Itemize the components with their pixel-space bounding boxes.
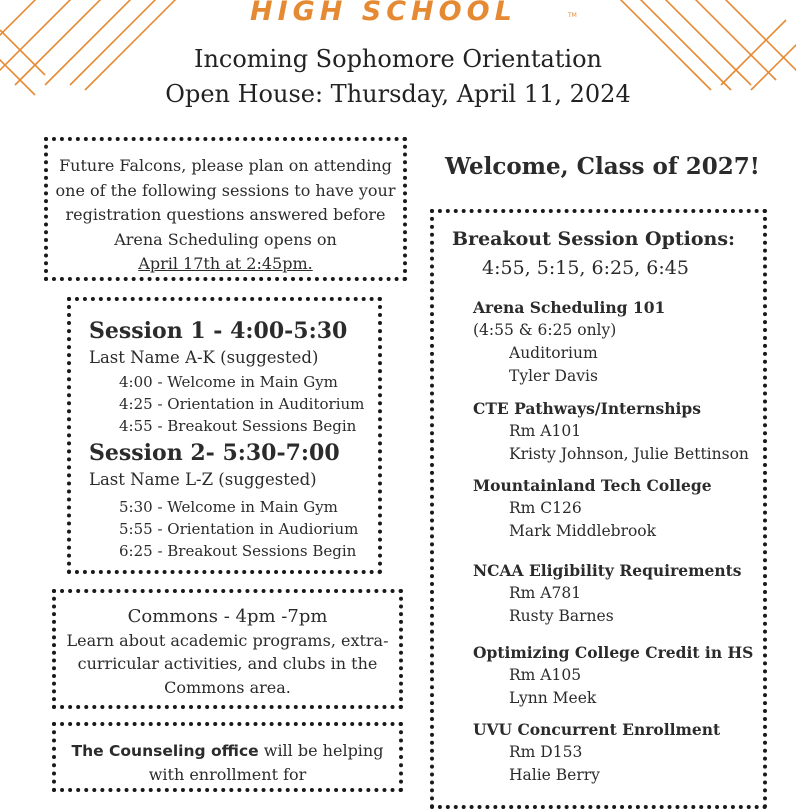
option-presenter: Rusty Barnes (509, 607, 614, 625)
option-name: Optimizing College Credit in HS (473, 643, 754, 662)
session-2-item: 5:55 - Orientation in Audiorium (119, 520, 359, 538)
intro-box (44, 137, 407, 281)
breakout-box (430, 209, 767, 809)
breakout-option (473, 641, 753, 710)
intro-line: one of the following sessions to have your (55, 180, 396, 200)
commons-title: Commons - 4pm -7pm (127, 606, 328, 627)
option-name: UVU Concurrent Enrollment (473, 720, 721, 739)
option-room: Rm D153 (509, 743, 583, 761)
intro-line: registration questions answered before (65, 205, 386, 225)
event-date: Open House: Thursday, April 11, 2024 (165, 80, 631, 108)
option-name: Arena Scheduling 101 (473, 298, 666, 317)
option-name: Mountainland Tech College (473, 476, 712, 495)
event-title: Incoming Sophomore Orientation (193, 45, 603, 73)
breakout-option (473, 296, 665, 388)
option-room: Auditorium (509, 344, 598, 362)
session-1-title: Session 1 - 4:00-5:30 (89, 318, 348, 344)
sessions-box (67, 297, 382, 574)
breakout-times: 4:55, 5:15, 6:25, 6:45 (482, 257, 689, 279)
commons-line: Learn about academic programs, extra- (66, 630, 389, 650)
breakout-option (473, 397, 749, 466)
option-room: Rm C126 (509, 499, 582, 517)
counseling-box (52, 722, 403, 792)
breakout-option (473, 474, 712, 543)
breakout-option (473, 718, 720, 787)
option-presenter: Lynn Meek (509, 689, 597, 707)
breakout-option (473, 559, 742, 628)
option-presenter: Halie Berry (509, 766, 600, 784)
intro-line: Future Falcons, please plan on attending (59, 156, 392, 175)
option-presenter: Mark Middlebrook (509, 522, 657, 540)
option-name: NCAA Eligibility Requirements (473, 561, 742, 580)
session-2-item: 6:25 - Breakout Sessions Begin (119, 542, 357, 560)
option-presenter: Tyler Davis (509, 367, 598, 385)
counseling-line: with enrollment for (148, 765, 307, 784)
option-room: Rm A781 (509, 584, 582, 602)
intro-line: Arena Scheduling opens on (114, 229, 337, 249)
school-name: HIGH SCHOOL (250, 0, 517, 27)
commons-box (52, 589, 403, 709)
registration-deadline: April 17th at 2:45pm. (138, 254, 313, 274)
session-1-item: 4:00 - Welcome in Main Gym (119, 373, 338, 391)
commons-line: Commons area. (164, 677, 291, 697)
option-note: (4:55 & 6:25 only) (473, 321, 617, 339)
counseling-office-label: The Counseling office (71, 742, 259, 760)
commons-line: curricular activities, and clubs in the (77, 654, 378, 673)
option-room: Rm A105 (509, 666, 582, 684)
session-1-group: Last Name A-K (suggested) (89, 348, 319, 367)
option-room: Rm A101 (509, 422, 582, 440)
session-2-group: Last Name L-Z (suggested) (89, 470, 317, 489)
session-1-item: 4:25 - Orientation in Auditorium (119, 395, 365, 413)
counseling-text: will be helping (258, 741, 384, 760)
welcome-heading: Welcome, Class of 2027! (445, 153, 760, 180)
session-2-item: 5:30 - Welcome in Main Gym (119, 498, 338, 516)
session-2-title: Session 2- 5:30-7:00 (89, 440, 340, 466)
breakout-title: Breakout Session Options: (452, 228, 736, 250)
session-1-item: 4:55 - Breakout Sessions Begin (119, 417, 357, 435)
trademark-mark: TM (568, 12, 577, 19)
option-presenter: Kristy Johnson, Julie Bettinson (509, 445, 749, 463)
option-name: CTE Pathways/Internships (473, 399, 701, 418)
